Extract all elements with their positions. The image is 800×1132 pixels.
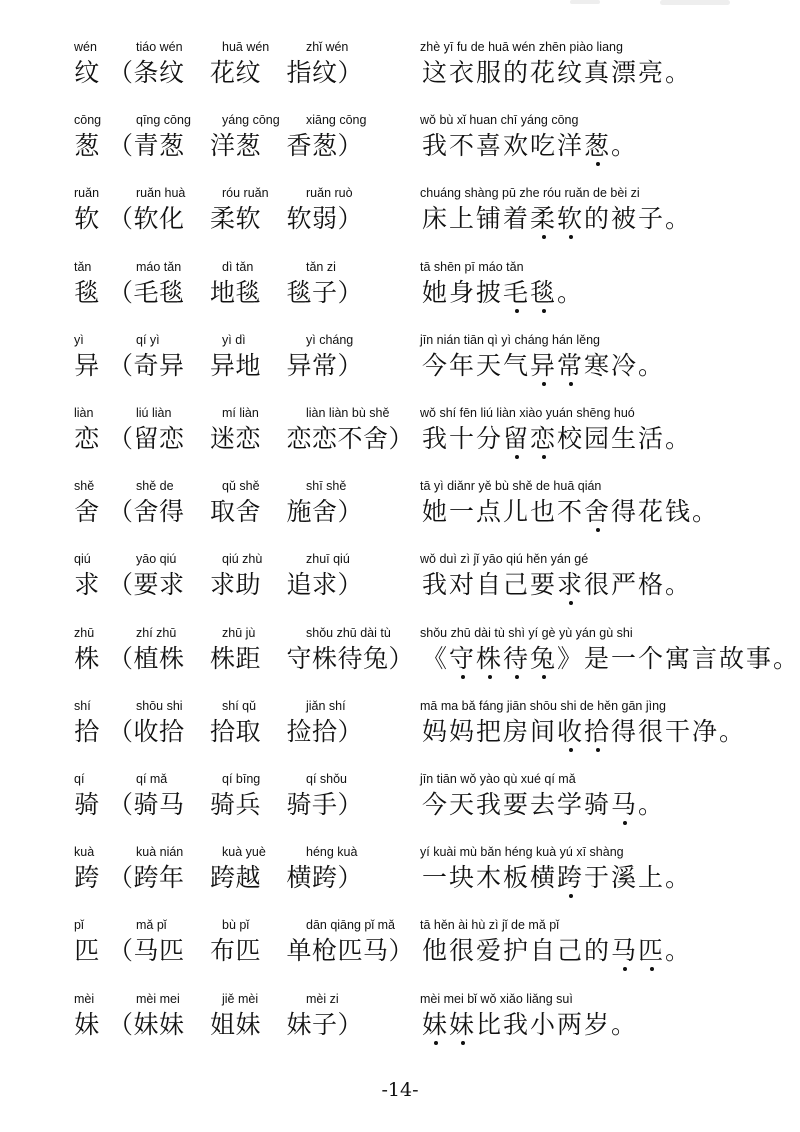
sentence-pinyin: mèi mei bǐ wǒ xiǎo liǎng suì: [420, 991, 573, 1006]
entry-character: 跨: [74, 863, 100, 893]
emphasis-dot: [569, 382, 573, 386]
entry-row: [0, 772, 800, 842]
word-pinyin: róu ruǎn: [222, 186, 269, 201]
entry-character: 软: [74, 204, 100, 234]
word-pinyin: jiǎn shí: [306, 698, 346, 713]
word-examples: （软化 柔软 软弱）: [108, 204, 364, 234]
entry-character: 匹: [74, 936, 100, 966]
example-sentence: 今年天气异常寒冷。: [422, 350, 666, 380]
word-examples: （植株 株距 守株待兔）: [108, 643, 415, 673]
emphasis-dot: [488, 675, 492, 679]
word-pinyin: qí bīng: [222, 772, 261, 786]
char-pinyin: qí: [74, 772, 85, 786]
sentence-pinyin: zhè yī fu de huā wén zhēn piào liang: [420, 40, 623, 54]
sentence-pinyin: wǒ bù xǐ huan chī yáng cōng: [420, 113, 579, 128]
emphasis-dot: [515, 455, 519, 459]
word-pinyin: liú liàn: [136, 406, 172, 420]
emphasis-dot: [542, 382, 546, 386]
word-pinyin: qí shǒu: [306, 772, 348, 786]
emphasis-dot: [596, 528, 600, 532]
entry-row: [0, 333, 800, 403]
word-examples: （要求 求助 追求）: [108, 570, 364, 600]
emphasis-dot: [623, 821, 627, 825]
smudge-mark: [660, 0, 730, 5]
word-pinyin: huā wén: [222, 40, 270, 54]
sentence-pinyin: shǒu zhū dài tù shì yí gè yù yán gù shi: [420, 625, 633, 640]
emphasis-dot: [569, 235, 573, 239]
word-pinyin: shī shě: [306, 479, 347, 494]
word-examples: （妹妹 姐妹 妹子）: [108, 1009, 364, 1039]
example-sentence: 我对自己要求很严格。: [422, 570, 693, 600]
sentence-pinyin: tā yì diǎnr yě bù shě de huā qián: [420, 479, 602, 494]
example-sentence: 今天我要去学骑马。: [422, 790, 666, 819]
emphasis-dot: [542, 455, 546, 459]
entry-row: [0, 113, 800, 183]
emphasis-dot: [542, 235, 546, 239]
emphasis-dot: [515, 675, 519, 679]
entry-character: 骑: [74, 790, 100, 819]
sentence-pinyin: yí kuài mù bǎn héng kuà yú xī shàng: [420, 845, 624, 860]
word-pinyin: qīng cōng: [136, 113, 191, 128]
char-pinyin: liàn: [74, 406, 94, 420]
word-examples: （毛毯 地毯 毯子）: [108, 277, 364, 307]
word-pinyin: shōu shi: [136, 698, 183, 713]
entry-row: [0, 918, 800, 988]
entry-row: [0, 406, 800, 476]
sentence-pinyin: wǒ shí fēn liú liàn xiào yuán shēng huó: [420, 406, 635, 420]
word-pinyin: qǔ shě: [222, 479, 260, 494]
sentence-pinyin: tā shēn pī máo tǎn: [420, 259, 524, 274]
word-pinyin: liàn liàn bù shě: [306, 406, 390, 420]
emphasis-dot: [569, 748, 573, 752]
word-pinyin: kuà nián: [136, 845, 184, 860]
word-examples: （青葱 洋葱 香葱）: [108, 131, 364, 161]
emphasis-dot: [542, 675, 546, 679]
word-pinyin: tiáo wén: [136, 40, 183, 54]
word-pinyin: shí qǔ: [222, 698, 257, 713]
char-pinyin: pǐ: [74, 918, 84, 933]
entry-character: 舍: [74, 497, 100, 527]
char-pinyin: tǎn: [74, 259, 92, 274]
entry-character: 恋: [74, 424, 100, 453]
entry-row: [0, 552, 800, 622]
word-pinyin: ruǎn ruò: [306, 186, 353, 201]
sentence-pinyin: wǒ duì zì jǐ yāo qiú hěn yán gé: [420, 552, 589, 567]
word-pinyin: zhí zhū: [136, 625, 177, 640]
word-pinyin: dān qiāng pǐ mǎ: [306, 918, 395, 933]
word-pinyin: héng kuà: [306, 845, 358, 860]
word-pinyin: shě de: [136, 479, 174, 494]
word-pinyin: yì dì: [222, 332, 246, 347]
example-sentence: 我不喜欢吃洋葱。: [422, 131, 639, 161]
word-pinyin: bù pǐ: [222, 918, 250, 933]
example-sentence: 她身披毛毯。: [422, 277, 585, 307]
emphasis-dot: [650, 967, 654, 971]
entry-character: 异: [74, 350, 100, 380]
sentence-pinyin: chuáng shàng pū zhe róu ruǎn de bèi zi: [420, 186, 640, 201]
entry-row: [0, 260, 800, 330]
emphasis-dot: [434, 1041, 438, 1045]
emphasis-dot: [569, 894, 573, 898]
entry-character: 拾: [74, 716, 100, 746]
sentence-pinyin: mā ma bǎ fáng jiān shōu shi de hěn gān jìng: [420, 698, 667, 713]
word-pinyin: zhuī qiú: [306, 552, 350, 567]
word-pinyin: xiāng cōng: [306, 113, 367, 128]
word-examples: （留恋 迷恋 恋恋不舍）: [108, 424, 415, 453]
entry-character: 纹: [74, 58, 100, 87]
word-pinyin: máo tǎn: [136, 259, 182, 274]
example-sentence: 她一点儿也不舍得花钱。: [422, 497, 720, 527]
emphasis-dot: [596, 162, 600, 166]
entry-row: [0, 186, 800, 256]
example-sentence: 他很爱护自己的马匹。: [422, 936, 693, 966]
entry-row: [0, 845, 800, 915]
entry-character: 毯: [74, 277, 100, 307]
word-pinyin: qí mǎ: [136, 772, 168, 786]
word-pinyin: dì tǎn: [222, 259, 254, 274]
char-pinyin: zhū: [74, 625, 95, 640]
sentence-pinyin: jīn nián tiān qì yì cháng hán lěng: [420, 332, 600, 347]
word-examples: （舍得 取舍 施舍）: [108, 497, 364, 527]
word-pinyin: qiú zhù: [222, 552, 263, 567]
char-pinyin: kuà: [74, 845, 95, 860]
entry-row: [0, 992, 800, 1062]
word-examples: （马匹 布匹 单枪匹马）: [108, 936, 415, 966]
word-examples: （跨年 跨越 横跨）: [108, 863, 364, 893]
entry-row: [0, 479, 800, 549]
entry-character: 求: [74, 570, 100, 600]
word-pinyin: shǒu zhū dài tù: [306, 625, 391, 640]
entry-character: 株: [74, 643, 100, 673]
emphasis-dot: [542, 309, 546, 313]
word-examples: （骑马 骑兵 骑手）: [108, 790, 364, 819]
entry-row: [0, 40, 800, 110]
sentence-pinyin: tā hěn ài hù zì jǐ de mǎ pǐ: [420, 918, 559, 933]
word-pinyin: qí yì: [136, 332, 160, 347]
word-pinyin: yì cháng: [306, 332, 354, 347]
word-pinyin: jiě mèi: [222, 991, 259, 1006]
char-pinyin: shě: [74, 479, 95, 494]
char-pinyin: mèi: [74, 991, 95, 1006]
word-pinyin: zhǐ wén: [306, 40, 349, 54]
word-pinyin: tǎn zi: [306, 259, 336, 274]
smudge-mark: [570, 0, 600, 4]
page-number: -14-: [381, 1079, 419, 1101]
char-pinyin: wén: [74, 40, 97, 54]
char-pinyin: ruǎn: [74, 186, 100, 201]
word-pinyin: yāo qiú: [136, 552, 177, 567]
example-sentence: 我十分留恋校园生活。: [422, 424, 693, 453]
emphasis-dot: [461, 1041, 465, 1045]
entry-character: 葱: [74, 131, 100, 161]
entry-character: 妹: [74, 1009, 100, 1039]
word-examples: （收拾 拾取 捡拾）: [108, 716, 364, 746]
sentence-pinyin: jīn tiān wǒ yào qù xué qí mǎ: [420, 772, 576, 786]
example-sentence: 《守株待兔》是一个寓言故事。: [422, 643, 800, 673]
char-pinyin: cōng: [74, 113, 102, 128]
char-pinyin: yì: [74, 332, 84, 347]
word-pinyin: zhū jù: [222, 625, 256, 640]
emphasis-dot: [515, 309, 519, 313]
example-sentence: 这衣服的花纹真漂亮。: [422, 58, 693, 87]
emphasis-dot: [461, 675, 465, 679]
emphasis-dot: [596, 748, 600, 752]
entry-row: [0, 699, 800, 769]
emphasis-dot: [623, 967, 627, 971]
word-examples: （奇异 异地 异常）: [108, 350, 364, 380]
word-pinyin: mèi zi: [306, 991, 339, 1006]
word-pinyin: mí liàn: [222, 406, 259, 420]
example-sentence: 妈妈把房间收拾得很干净。: [422, 716, 747, 746]
word-examples: （条纹 花纹 指纹）: [108, 58, 364, 87]
word-pinyin: mèi mei: [136, 991, 180, 1006]
char-pinyin: qiú: [74, 552, 91, 567]
example-sentence: 一块木板横跨于溪上。: [422, 863, 693, 893]
emphasis-dot: [569, 601, 573, 605]
word-pinyin: yáng cōng: [222, 113, 280, 128]
example-sentence: 妹妹比我小两岁。: [422, 1009, 639, 1039]
word-pinyin: mǎ pǐ: [136, 918, 167, 933]
entry-row: [0, 626, 800, 696]
example-sentence: 床上铺着柔软的被子。: [422, 204, 693, 234]
word-pinyin: kuà yuè: [222, 845, 266, 860]
char-pinyin: shí: [74, 698, 91, 713]
word-pinyin: ruǎn huà: [136, 186, 186, 201]
